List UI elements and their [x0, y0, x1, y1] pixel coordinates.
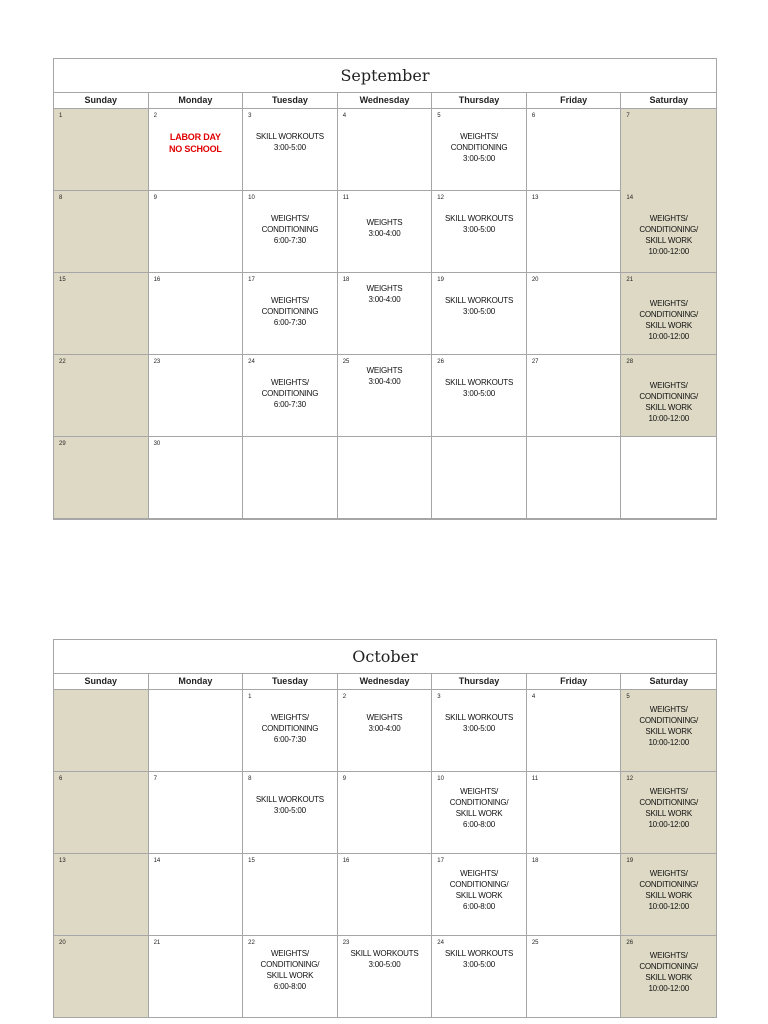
day-cell — [527, 273, 622, 355]
day-cell — [527, 109, 622, 191]
day-number: 7 — [153, 776, 157, 782]
day-cell — [243, 437, 338, 519]
day-cell — [149, 772, 244, 854]
month-title: October — [54, 640, 716, 674]
day-number: 13 — [59, 858, 66, 864]
day-cell — [149, 936, 244, 1018]
day-number: 23 — [153, 359, 161, 365]
day-cell — [527, 772, 622, 854]
day-number: 23 — [342, 940, 350, 946]
day-number: 28 — [626, 359, 634, 365]
event-text: SKILL WORKOUTS 3:00-5:00 — [350, 949, 419, 969]
event-text: SKILL WORKOUTS 3:00-5:00 — [445, 296, 514, 316]
weekday-label: Tuesday — [243, 93, 338, 108]
day-cell — [149, 437, 244, 519]
day-number: 1 — [59, 113, 63, 119]
event-text: SKILL WORKOUTS 3:00-5:00 — [255, 132, 324, 152]
event-text: WEIGHTS/ CONDITIONING 6:00-7:30 — [261, 713, 319, 744]
day-number: 25 — [531, 940, 539, 946]
event-text: WEIGHTS/ CONDITIONING 6:00-7:30 — [261, 296, 319, 327]
day-number: 4 — [531, 694, 536, 700]
day-number: 22 — [59, 359, 66, 365]
day-cell — [621, 355, 716, 437]
calendar-september — [53, 58, 717, 520]
weekday-label: Thursday — [432, 93, 527, 108]
day-cell — [243, 854, 338, 936]
day-cell — [621, 437, 716, 519]
day-cell — [243, 191, 338, 273]
calendar-grid — [54, 690, 716, 1018]
day-number: 20 — [59, 940, 66, 946]
day-cell — [243, 936, 338, 1018]
weekday-label: Wednesday — [338, 93, 433, 108]
day-cell — [54, 273, 149, 355]
day-number: 15 — [59, 277, 66, 283]
day-number: 10 — [437, 776, 444, 782]
day-cell — [54, 772, 149, 854]
weekday-label: Monday — [149, 93, 244, 108]
day-number: 26 — [437, 359, 444, 365]
event-text: SKILL WORKOUTS 3:00-5:00 — [255, 795, 324, 815]
day-cell — [527, 355, 622, 437]
day-number: 30 — [153, 441, 161, 447]
day-cell — [54, 690, 149, 772]
event-text: WEIGHTS 3:00-4:00 — [366, 713, 403, 733]
day-cell — [338, 191, 433, 273]
day-number: 21 — [626, 277, 634, 283]
event-text: WEIGHTS 3:00-4:00 — [366, 366, 403, 386]
event-text: WEIGHTS/ CONDITIONING/ SKILL WORK 6:00-8:00 — [260, 949, 320, 991]
day-cell — [54, 437, 149, 519]
weekday-label: Saturday — [649, 95, 688, 105]
day-cell — [621, 273, 716, 355]
weekday-label: Tuesday — [243, 674, 338, 689]
event-text: WEIGHTS/ CONDITIONING/ SKILL WORK 10:00-12:00 — [639, 299, 699, 341]
day-number: 11 — [531, 776, 539, 782]
day-number: 16 — [342, 858, 350, 864]
day-cell — [432, 854, 527, 936]
day-cell — [243, 355, 338, 437]
weekday-label: Thursday — [432, 674, 527, 689]
day-cell — [621, 109, 716, 191]
weekday-label: Monday — [149, 674, 244, 689]
event-text: WEIGHTS/ CONDITIONING/ SKILL WORK 10:00-12:00 — [639, 787, 699, 829]
day-cell — [432, 690, 527, 772]
day-number: 8 — [248, 776, 252, 782]
day-cell — [527, 437, 622, 519]
day-cell — [432, 772, 527, 854]
day-number: 9 — [342, 776, 347, 782]
day-number: 17 — [437, 858, 444, 864]
day-cell — [149, 273, 244, 355]
day-number: 18 — [531, 858, 539, 864]
day-cell — [54, 355, 149, 437]
weekday-header-row — [54, 674, 716, 690]
weekday-label: Sunday — [54, 674, 149, 689]
day-number: 14 — [626, 195, 634, 201]
day-cell — [243, 109, 338, 191]
month-title: September — [54, 59, 716, 93]
day-number: 9 — [153, 195, 157, 201]
event-text: WEIGHTS/ CONDITIONING/ SKILL WORK 10:00-12:00 — [639, 951, 699, 993]
event-text: SKILL WORKOUTS 3:00-5:00 — [445, 713, 514, 733]
day-cell — [338, 690, 433, 772]
day-number: 19 — [626, 858, 634, 864]
day-cell — [527, 690, 622, 772]
event-text: WEIGHTS/ CONDITIONING 6:00-7:30 — [261, 378, 319, 409]
day-number: 18 — [342, 277, 350, 283]
day-cell — [54, 936, 149, 1018]
day-number: 5 — [437, 113, 441, 119]
day-cell — [527, 936, 622, 1018]
event-text: WEIGHTS/ CONDITIONING 6:00-7:30 — [261, 214, 319, 245]
day-number: 3 — [248, 113, 252, 119]
event-text: SKILL WORKOUTS 3:00-5:00 — [445, 378, 514, 398]
day-number: 21 — [153, 940, 161, 946]
day-number: 22 — [248, 940, 255, 946]
day-cell — [338, 273, 433, 355]
event-text: WEIGHTS/ CONDITIONING/ SKILL WORK 10:00-12:00 — [639, 705, 699, 747]
day-cell — [243, 690, 338, 772]
day-cell — [621, 690, 716, 772]
weekday-label: Sunday — [54, 93, 149, 108]
calendar-october — [53, 639, 717, 1018]
day-cell — [527, 191, 622, 273]
event-text: WEIGHTS 3:00-4:00 — [366, 284, 403, 304]
event-text: WEIGHTS/ CONDITIONING/ SKILL WORK 6:00-8:00 — [449, 787, 509, 829]
day-number: 12 — [437, 195, 444, 201]
weekday-label: Friday — [527, 93, 622, 108]
day-cell — [621, 772, 716, 854]
day-number: 27 — [531, 359, 539, 365]
day-cell — [621, 191, 716, 273]
day-number: 17 — [248, 277, 255, 283]
day-cell — [149, 690, 244, 772]
day-number: 2 — [153, 113, 157, 119]
day-cell — [432, 109, 527, 191]
day-cell — [149, 355, 244, 437]
day-cell — [149, 191, 244, 273]
day-number: 7 — [626, 113, 630, 119]
calendar-grid — [54, 109, 716, 519]
day-number: 25 — [342, 359, 350, 365]
day-number: 15 — [248, 858, 255, 864]
day-number: 6 — [531, 113, 536, 119]
day-cell — [432, 936, 527, 1018]
event-text: SKILL WORKOUTS 3:00-5:00 — [445, 949, 514, 969]
day-cell — [338, 772, 433, 854]
day-number: 3 — [437, 694, 441, 700]
day-cell — [432, 273, 527, 355]
event-text: WEIGHTS/ CONDITIONING/ SKILL WORK 6:00-8:00 — [449, 869, 509, 911]
day-number: 24 — [248, 359, 255, 365]
day-cell — [338, 854, 433, 936]
day-cell — [432, 437, 527, 519]
day-number: 6 — [59, 776, 63, 782]
day-cell — [54, 191, 149, 273]
day-cell — [243, 772, 338, 854]
day-number: 16 — [153, 277, 161, 283]
day-number: 12 — [626, 776, 634, 782]
day-cell — [432, 191, 527, 273]
day-cell — [149, 854, 244, 936]
day-cell — [338, 109, 433, 191]
day-cell — [621, 854, 716, 936]
event-text: WEIGHTS 3:00-4:00 — [366, 218, 403, 238]
weekday-label: Wednesday — [338, 674, 433, 689]
day-number: 19 — [437, 277, 444, 283]
holiday-note: LABOR DAY NO SCHOOL — [169, 132, 222, 154]
day-cell — [527, 854, 622, 936]
event-text: WEIGHTS/ CONDITIONING 3:00-5:00 — [450, 132, 508, 163]
weekday-label: Saturday — [649, 676, 688, 686]
weekday-label: Friday — [527, 674, 622, 689]
day-number: 1 — [248, 694, 252, 700]
day-cell — [338, 355, 433, 437]
day-cell — [54, 854, 149, 936]
day-cell — [54, 109, 149, 191]
day-cell — [621, 936, 716, 1018]
day-cell — [243, 273, 338, 355]
weekday-header-row — [54, 93, 716, 109]
event-text: WEIGHTS/ CONDITIONING/ SKILL WORK 10:00-12:00 — [639, 869, 699, 911]
day-number: 20 — [531, 277, 539, 283]
day-number: 26 — [626, 940, 634, 946]
day-number: 24 — [437, 940, 444, 946]
day-cell — [432, 355, 527, 437]
day-cell — [338, 437, 433, 519]
day-cell — [338, 936, 433, 1018]
event-text: WEIGHTS/ CONDITIONING/ SKILL WORK 10:00-12:00 — [639, 381, 699, 423]
event-text: SKILL WORKOUTS 3:00-5:00 — [445, 214, 514, 234]
day-number: 13 — [531, 195, 539, 201]
day-number: 4 — [342, 113, 347, 119]
day-number: 14 — [153, 858, 161, 864]
day-number: 11 — [342, 195, 349, 201]
day-number: 2 — [342, 694, 347, 700]
day-number: 29 — [59, 441, 66, 447]
day-cell — [149, 109, 244, 191]
day-number: 5 — [626, 694, 630, 700]
event-text: WEIGHTS/ CONDITIONING/ SKILL WORK 10:00-12:00 — [639, 214, 699, 256]
day-number: 10 — [248, 195, 255, 201]
day-number: 8 — [59, 195, 63, 201]
